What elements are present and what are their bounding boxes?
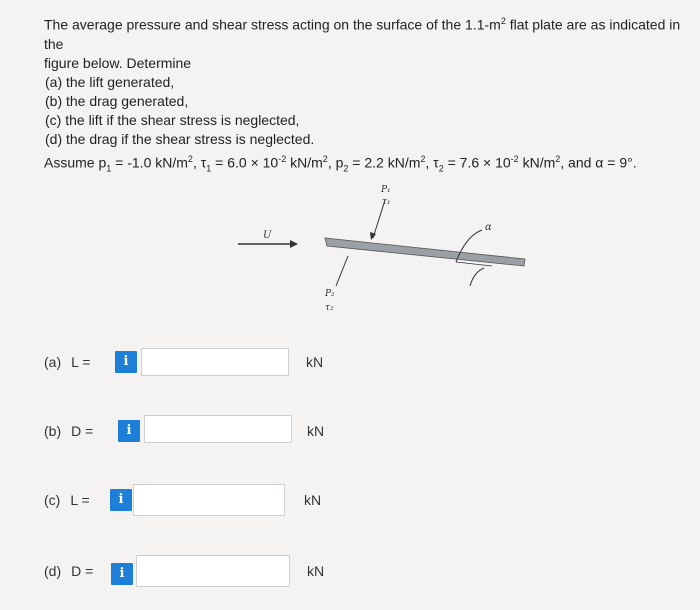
- t2-value: = 7.6 × 10: [443, 154, 511, 171]
- t2-figure-label: τ₂: [325, 303, 334, 313]
- t1-sub: 1: [206, 163, 212, 174]
- answer-row-b: [0, 413, 700, 453]
- p1-arrow-head: [370, 232, 376, 240]
- p1-sub: 1: [106, 163, 112, 174]
- problem-intro-line2: figure below. Determine: [44, 54, 192, 71]
- intro-text-b: flat plate are as indicated in the: [44, 16, 681, 52]
- p2-arrow: [336, 256, 348, 286]
- part-label: (d): [44, 563, 62, 579]
- intro-sup: 2: [500, 16, 506, 26]
- part-d-text: (d) the drag if the shear stress is neglected.: [45, 130, 315, 147]
- alpha-value: , and α = 9°.: [560, 154, 637, 171]
- part-c-text: (c) the lift if the shear stress is neglected,: [45, 111, 300, 128]
- t1-sup: 2: [322, 154, 328, 164]
- part-a-text: (a) the lift generated,: [45, 73, 175, 90]
- assume-prefix: Assume: [44, 154, 99, 171]
- drag-input-b[interactable]: [144, 415, 292, 443]
- p1-symbol: p: [98, 154, 107, 171]
- part-label: (c): [44, 492, 61, 508]
- unit-label: kN: [304, 492, 322, 508]
- flow-arrow-head: [290, 240, 298, 248]
- p2-sub: 2: [343, 163, 349, 174]
- answer-row-a: [0, 344, 700, 384]
- answer-row-c: [0, 482, 700, 522]
- t2-sub: 2: [438, 163, 444, 174]
- unit-label: kN: [307, 423, 325, 439]
- t1-figure-label: τ₁: [382, 197, 391, 207]
- t1-unit: kN/m: [286, 154, 323, 171]
- problem-intro: [44, 12, 684, 54]
- p2-sup: 2: [420, 154, 426, 164]
- info-button[interactable]: i: [111, 563, 133, 585]
- alpha-figure-label: α: [485, 222, 492, 233]
- answer-row-d: [0, 553, 700, 593]
- answer-label-a: [44, 354, 90, 370]
- answer-label-c: [44, 492, 90, 508]
- plate-figure: [230, 178, 540, 323]
- unit-label: kN: [306, 354, 324, 370]
- alpha-arc-lower: [470, 268, 484, 286]
- t2-symbol: , τ: [425, 154, 439, 171]
- part-b-text: (b) the drag generated,: [45, 92, 189, 109]
- variable-label: L =: [70, 492, 90, 508]
- p2-value: = 2.2 kN/m: [348, 154, 421, 171]
- unit-label: kN: [307, 563, 325, 579]
- velocity-label: U: [263, 230, 272, 241]
- t2-sup: 2: [555, 154, 561, 164]
- drag-input-d[interactable]: [136, 555, 290, 587]
- answer-label-d: [44, 563, 93, 579]
- info-button[interactable]: i: [118, 420, 140, 442]
- answer-label-b: [44, 423, 93, 439]
- t1-value: = 6.0 × 10: [211, 154, 279, 171]
- variable-label: L =: [71, 354, 91, 370]
- part-label: (b): [44, 423, 62, 439]
- variable-label: D =: [71, 563, 94, 579]
- intro-text-a: The average pressure and shear stress acting on the surface of the 1.1-m: [44, 16, 501, 33]
- info-button[interactable]: i: [115, 351, 137, 373]
- variable-label: D =: [71, 423, 94, 439]
- part-label: (a): [44, 354, 62, 370]
- lift-input-c[interactable]: [133, 484, 285, 516]
- p1-value: = -1.0 kN/m: [111, 154, 188, 171]
- p1-figure-label: P₁: [381, 185, 391, 195]
- p1-sup: 2: [187, 154, 193, 164]
- flat-plate: [325, 238, 525, 266]
- p2-figure-label: P₂: [325, 289, 335, 299]
- t2-unit: kN/m: [518, 154, 556, 171]
- info-button[interactable]: i: [110, 489, 132, 511]
- p2-symbol: , p: [327, 154, 344, 171]
- problem-statement: [44, 12, 684, 149]
- t2-exp: -2: [510, 154, 519, 164]
- lift-input-a[interactable]: [141, 348, 289, 376]
- assumption-line: [44, 150, 684, 178]
- t1-exp: -2: [278, 154, 287, 164]
- t1-symbol: , τ: [192, 154, 207, 171]
